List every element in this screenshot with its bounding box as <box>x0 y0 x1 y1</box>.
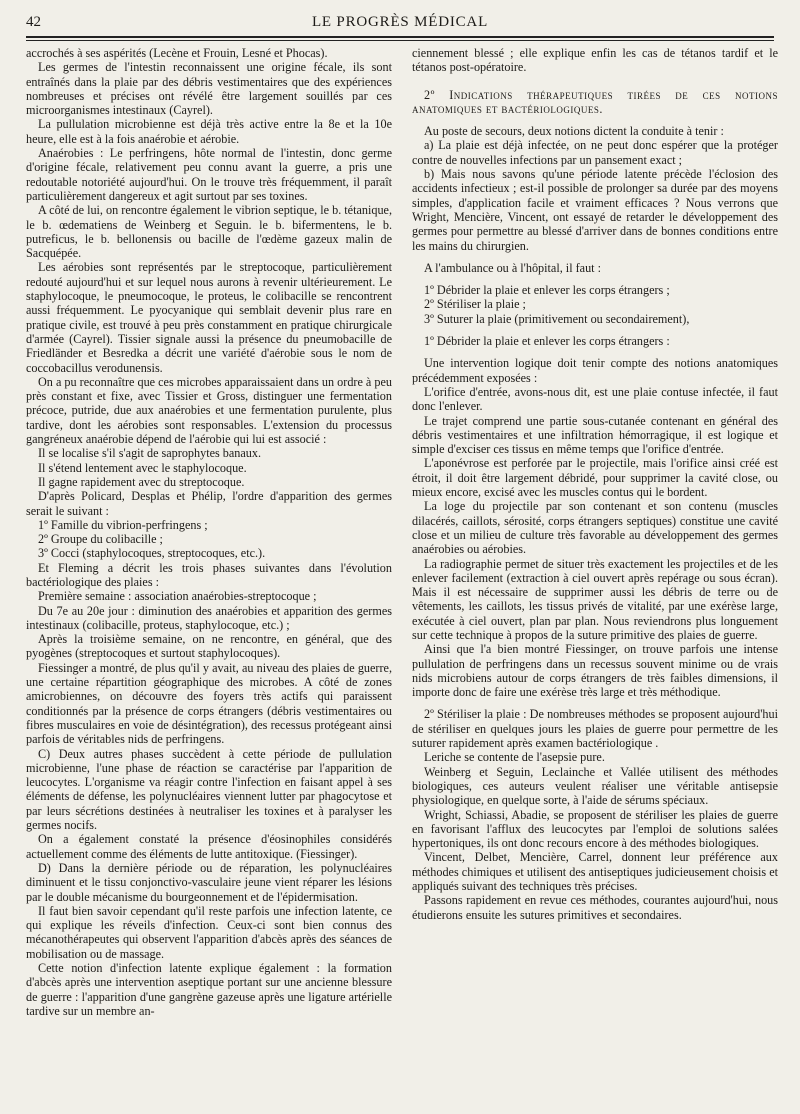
header-rule-thin <box>26 40 774 41</box>
list-item: 2º Groupe du colibacille ; <box>38 532 163 547</box>
list-item: 2º Stériliser la plaie ; <box>424 297 526 312</box>
list-item: Du 7e au 20e jour : diminution des anaérobies et apparition des germes intestinaux (colibacille, proteus, staphylocoque, etc.) ; <box>26 603 392 632</box>
paragraph: Au poste de secours, deux notions dictent la conduite à tenir : <box>424 124 724 139</box>
subsection-heading: 1º Débrider la plaie et enlever les corps étrangers : <box>424 334 670 349</box>
paragraph: Le trajet comprend une partie sous-cutanée contenant en général des débris vestimentaires et une infiltration hémorragique, il est logique et simple d'exciser ces tissus en même temps que l'orifice d'entrée. <box>412 413 778 457</box>
list-item: Il gagne rapidement avec du streptocoque. <box>38 474 245 489</box>
paragraph: Et Fleming a décrit les trois phases suivantes dans l'évolution bactériologique des plaies : <box>26 560 392 589</box>
list-item: 1º Famille du vibrion-perfringens ; <box>38 517 208 532</box>
paragraph: Fiessinger a montré, de plus qu'il y avait, au niveau des plaies de guerre, une certaine répartition géographique des microbes. A côté de zones amicrobiennes, on découvre des foyers très actifs qui paraissent conditionnés par la présence de corps étrangers (débris vestimentaires ou fibres musculaires en voie de désintégration), des recessus protégeant ainsi parfois de véritables nids de perfringens. <box>26 660 392 747</box>
paragraph: Une intervention logique doit tenir compte des notions anatomiques précédemment exposées : <box>412 356 778 385</box>
paragraph: ciennement blessé ; elle explique enfin les cas de tétanos tardif et le tétanos post-opératoire. <box>412 46 778 75</box>
paragraph: Vincent, Delbet, Mencière, Carrel, donnent leur préférence aux méthodes chimiques et utilisent des antiseptiques judicieusement choisis et appliqués suivant des techniques très précises. <box>412 850 778 894</box>
right-column <box>412 46 778 1104</box>
left-column <box>26 46 392 1104</box>
paragraph: La pullulation microbienne est déjà très active entre la 8e et la 10e heure, elle est à la fois anaérobie et aérobie. <box>26 117 392 146</box>
page-header <box>26 14 774 36</box>
list-item: 3º Cocci (staphylocoques, streptocoques, etc.). <box>38 546 266 561</box>
paragraph: accrochés à ses aspérités (Lecène et Frouin, Lesné et Phocas). <box>26 46 328 60</box>
paragraph: Il faut bien savoir cependant qu'il reste parfois une infection latente, ce qui explique les réveils d'infection. Ceux-ci sont bien connus des mécanothérapeutes qui observent l'apparition d'abcès après des séances de mobilisation ou de massage. <box>26 903 392 961</box>
paragraph: Ainsi que l'a bien montré Fiessinger, on trouve parfois une intense pullulation de perfringens dans un recessus souvent minime ou de vrais nids microbiens autour de corps étrangers de très faibles dimensions, il importe donc de faire une exérèse très large et très méthodique. <box>412 642 778 700</box>
paragraph: A l'ambulance ou à l'hôpital, il faut : <box>424 260 602 275</box>
paragraph: On a également constaté la présence d'éosinophiles considérés actuellement comme des éléments de lutte antitoxique. (Fiessinger). <box>26 832 392 861</box>
paragraph: D'après Policard, Desplas et Phélip, l'ordre d'apparition des germes serait le suivant : <box>26 489 392 518</box>
paragraph: A côté de lui, on rencontre également le vibrion septique, le b. tétanique, le b. œdematiens de Weinberg et Seguin. le b. bifermentens, le b. putreficus, le b. bellonensis ou bacille de l'œdème gazeux malin de Sacquépée. <box>26 203 392 261</box>
section-heading: 2º Indications thérapeutiques tirées de ces notions anatomiques et bactériologiques. <box>412 87 778 116</box>
paragraph: Après la troisième semaine, on ne rencontre, en général, que des pyogènes (streptocoques et surtout staphylocoques). <box>26 632 392 661</box>
list-item: Il s'étend lentement avec le staphylocoque. <box>38 460 247 475</box>
list-item: 1º Débrider la plaie et enlever les corps étrangers ; <box>424 283 670 298</box>
list-item: 3º Suturer la plaie (primitivement ou secondairement), <box>424 311 690 326</box>
paragraph: 2º Stériliser la plaie : De nombreuses méthodes se proposent aujourd'hui de stériliser en quelques jours les plaies de guerre pour permettre de les suturer rapidement après examen bactériologique . <box>412 707 778 751</box>
paragraph: b) Mais nous savons qu'une période latente précède l'éclosion des accidents infectieux ; est-il possible de prolonger sa durée par des moyens simples, d'application facile et vraiment efficaces ? Nous verrons que Wright, Mencière, Vincent, ont essayé de retarder le développement des germes pour permettre au blessé d'arriver dans de bonnes conditions entre les mains du chirurgien. <box>412 167 778 253</box>
paragraph: On a pu reconnaître que ces microbes apparaissaient dans un ordre à peu près constant et fixe, avec Tissier et Gross, distinguer une fermentation précoce, putride, due aux anaérobies et une fermentation purulente, plus tardive, dont les aérobies sont responsables. L'extension du processus gangréneux anaérobie dépend de l'aérobie qui lui est associé : <box>26 374 392 447</box>
paragraph: Anaérobies : Le perfringens, hôte normal de l'intestin, donc germe d'origine fécale, relativement peu connu avant la guerre, a pris une redoutable notoriété aujourd'hui. On le trouve très fréquemment, il paraît particulièrement dangereux et agit surtout par ses toxines. <box>26 146 392 203</box>
header-rule-thick <box>26 36 774 38</box>
paragraph: Cette notion d'infection latente explique également : la formation d'abcès après une intervention aseptique portant sur une ancienne blessure de guerre : l'apparition d'une gangrène gazeuse après une ligature artérielle tardive sur un membre an- <box>26 961 392 1018</box>
paragraph: La radiographie permet de situer très exactement les projectiles et de les enlever facilement (extraction à ciel ouvert après repérage ou sous écran). Mais il est nécessaire de supprimer aussi les débris de terre ou de vêtements, les caillots, les tissus privés de vitalité, par une exérèse large, exécutée à ciel ouvert, plan par plan. Nous reviendrons plus longuement sur cette technique à propos de la suture primitive des plaies de guerre. <box>412 556 778 642</box>
paragraph: Weinberg et Seguin, Leclainche et Vallée utilisent des méthodes biologiques, ces auteurs veulent réaliser une véritable antisepsie physiologique, en quelque sorte, à l'aide de sérums spéciaux. <box>412 764 778 808</box>
paragraph: La loge du projectile par son contenant et son contenu (muscles dilacérés, caillots, sérosité, corps étrangers septiques) constitue une cavité close et un milieu de culture très favorable au développement des germes anaérobies ou aérobies. <box>412 499 778 557</box>
paragraph: Les germes de l'intestin reconnaissent une origine fécale, ils sont entraînés dans la plaie par des débris vestimentaires que des expériences nombreuses et précises ont révélé être largement souillés par ces microorganismes intestinaux (Cayrel). <box>26 60 392 118</box>
paragraph: D) Dans la dernière période ou de réparation, les polynucléaires diminuent et le tissu conjonctivo-vasculaire jeune vient réparer les lésions par le double mécanisme du bourgeonnement et de l'épidermisation. <box>26 860 392 904</box>
paragraph: L'orifice d'entrée, avons-nous dit, est une plaie contuse infectée, il faut donc l'enlever. <box>412 384 778 414</box>
paragraph: Passons rapidement en revue ces méthodes, courantes aujourd'hui, nous étudierons ensuite les sutures primitives et secondaires. <box>412 893 778 922</box>
list-item: Il se localise s'il s'agit de saprophytes banaux. <box>38 446 262 461</box>
paragraph: Leriche se contente de l'asepsie pure. <box>424 750 605 765</box>
page-number: 42 <box>26 14 41 30</box>
paragraph: Les aérobies sont représentés par le streptocoque, particulièrement redouté aujourd'hui et sur lequel nous aurons à revenir ultérieurement. Le staphylocoque, le pneumocoque, le proteus, le colibacille se rencontrent aussi fréquemment. Le pyocyanique qui semblait devenir plus rare en pratique civile, est trouvé à peu près constamment en pratique chirurgicale d'armée (Cayrel). Tissier signale aussi la présence du pneumobacille de Friedländer et Besredka a décrit une variété d'aérobie sous le nom de coccobacillus verodunensis. <box>26 260 392 375</box>
list-item: Première semaine : association anaérobies-streptocoque ; <box>38 589 317 604</box>
paragraph: C) Deux autres phases succèdent à cette période de pullulation microbienne, l'une phase de réaction se caractérise par l'apparition de leucocytes. L'organisme va réagir contre l'infection en faisant appel à ses éléments de défense, les polynucléaires viennent lutter par phagocytose et par leurs sécrétions destinées à neutraliser les toxines et à paralyser les germes nocifs. <box>26 746 392 833</box>
paragraph: L'aponévrose est perforée par le projectile, mais l'orifice ainsi créé est étroit, il doit être largement débridé, pour supprimer la cavité close, ou mieux encore, excisé avec les muscles contus qui le bordent. <box>412 456 778 500</box>
running-title: LE PROGRÈS MÉDICAL <box>311 14 489 30</box>
paragraph: Wright, Schiassi, Abadie, se proposent de stériliser les plaies de guerre en favorisant l'afflux des leucocytes par l'emploi de solutions salées hypertoniques, ils ont donc recours encore à des méthodes biologiques. <box>412 807 778 851</box>
paragraph: a) La plaie est déjà infectée, on ne peut donc espérer que la protéger contre de nouvelles infections par un pansement exact ; <box>412 138 778 167</box>
